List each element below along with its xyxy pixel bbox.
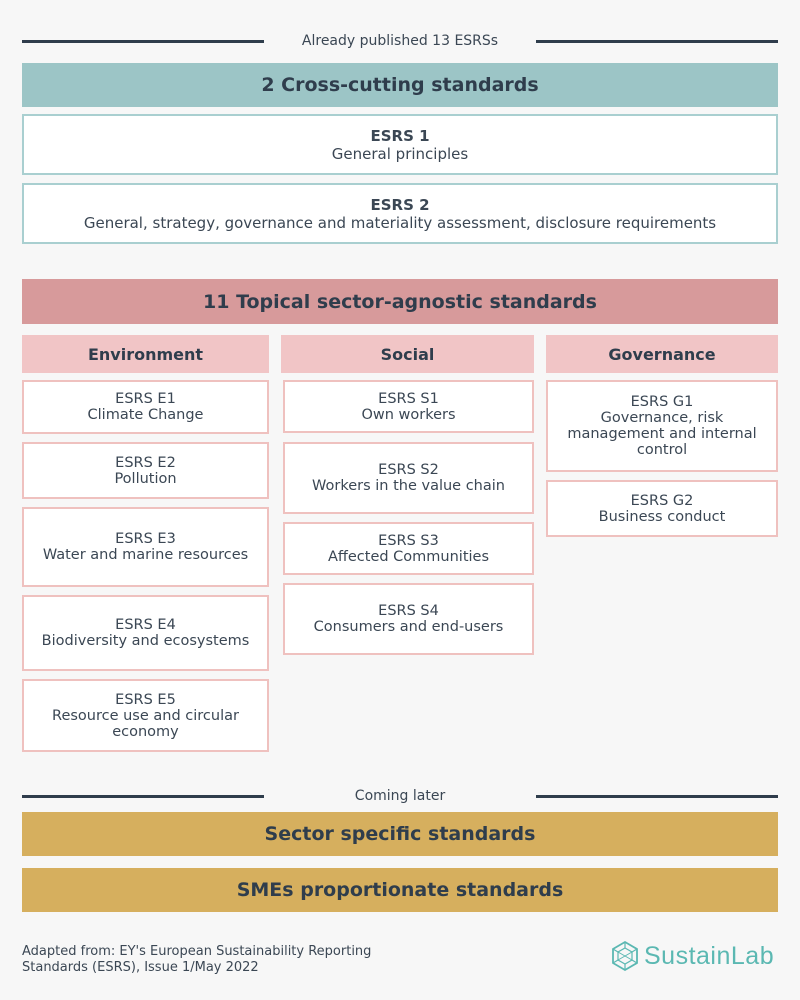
esrs-1-code: ESRS 1 [370, 126, 430, 145]
esrs-e4-box [22, 595, 269, 671]
sustainlab-logo [610, 938, 774, 974]
environment-heading: Environment [22, 335, 269, 373]
esrs-g1-name: Governance, risk management and internal control [567, 410, 757, 458]
esrs-s1-code: ESRS S1 [378, 390, 439, 407]
esrs-e1-name: Climate Change [87, 407, 204, 423]
cross-cutting-banner: 2 Cross-cutting standards [22, 63, 778, 107]
esrs-e1-box [22, 380, 269, 434]
esrs-s3-name: Affected Communities [327, 548, 490, 565]
smes-banner: SMEs proportionate standards [22, 868, 778, 912]
esrs-g1-code: ESRS G1 [630, 394, 694, 410]
sustainlab-logo-icon [610, 940, 640, 972]
esrs-e3-box [22, 507, 269, 587]
social-heading: Social [281, 335, 534, 373]
published-divider [22, 31, 778, 51]
esrs-s3-box [283, 522, 534, 575]
esrs-e2-box [22, 442, 269, 499]
esrs-e5-box [22, 679, 269, 752]
published-label: Already published 13 ESRSs [301, 33, 499, 49]
esrs-s4-code: ESRS S4 [378, 603, 439, 619]
esrs-e2-code: ESRS E2 [115, 454, 176, 471]
esrs-e5-name: Resource use and circular economy [52, 707, 239, 740]
esrs-s4-box [283, 583, 534, 655]
esrs-s2-code: ESRS S2 [378, 462, 439, 478]
esrs-e5-code: ESRS E5 [115, 691, 176, 708]
esrs-e4-code: ESRS E4 [115, 617, 176, 633]
coming-later-divider [22, 786, 778, 806]
esrs-s2-name: Workers in the value chain [312, 478, 505, 494]
governance-heading: Governance [546, 335, 778, 373]
esrs-s1-box [283, 380, 534, 433]
esrs-s2-box [283, 442, 534, 514]
sector-specific-banner: Sector specific standards [22, 812, 778, 856]
topical-banner: 11 Topical sector-agnostic standards [22, 279, 778, 324]
divider-line-right [536, 795, 778, 798]
esrs-g2-code: ESRS G2 [630, 492, 694, 509]
esrs-e1-code: ESRS E1 [115, 391, 176, 407]
esrs-e4-name: Biodiversity and ecosystems [41, 633, 250, 649]
sustainlab-logo-text: SustainLab [644, 941, 775, 970]
esrs-2-code: ESRS 2 [370, 195, 430, 214]
esrs-1-box [22, 114, 778, 175]
esrs-e3-name: Water and marine resources [42, 547, 249, 563]
esrs-g2-name: Business conduct [598, 508, 726, 525]
esrs-s3-code: ESRS S3 [378, 532, 439, 549]
esrs-1-name: General principles [331, 144, 469, 163]
source-note: Adapted from: EY's European Sustainability Reporting Standards (ESRS), Issue 1/May 2022 [22, 944, 372, 975]
esrs-s1-name: Own workers [361, 406, 456, 423]
esrs-e3-code: ESRS E3 [115, 531, 176, 547]
esrs-e2-name: Pollution [114, 470, 177, 487]
esrs-2-name: General, strategy, governance and materiality assessment, disclosure requirements [83, 213, 717, 232]
esrs-g1-box [546, 380, 778, 472]
esrs-s4-name: Consumers and end-users [313, 619, 504, 635]
coming-later-label: Coming later [354, 788, 446, 804]
divider-line-right [536, 40, 778, 43]
esrs-g2-box [546, 480, 778, 537]
esrs-2-box [22, 183, 778, 244]
